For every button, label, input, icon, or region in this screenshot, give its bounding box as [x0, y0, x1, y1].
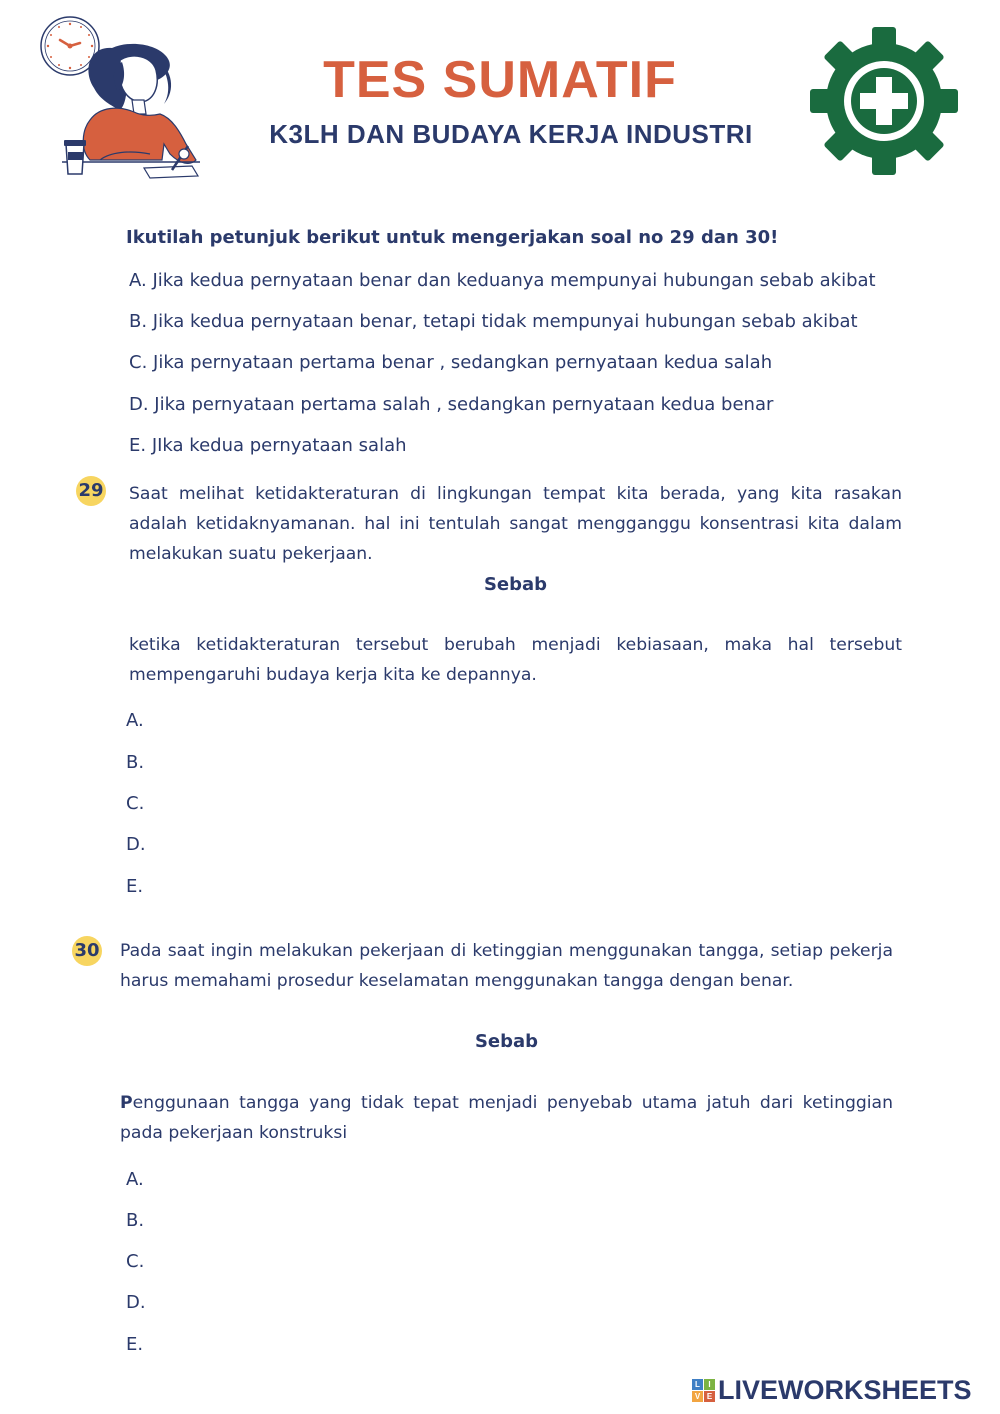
question-29-answer-e[interactable]: E.: [126, 876, 144, 897]
question-30-statement-2-initial: P: [120, 1093, 133, 1113]
question-number-badge: 30: [72, 936, 102, 966]
question-29-connector: Sebab: [483, 574, 548, 595]
question-29-answer-d[interactable]: D.: [126, 834, 146, 855]
live-grid-cell: E: [704, 1391, 715, 1402]
page-subtitle: K3LH DAN BUDAYA KERJA INDUSTRI: [269, 119, 753, 149]
question-30-answer-a[interactable]: A.: [126, 1169, 144, 1190]
question-30-statement-2-text: enggunaan tangga yang tidak tepat menjadi penyebab utama jatuh dari ketinggian pada pekerjaan konstruksi: [120, 1093, 893, 1143]
live-grid-icon: [692, 1379, 715, 1402]
question-30-statement-1: Pada saat ingin melakukan pekerjaan di ketinggian menggunakan tangga, setiap pekerja harus memahami prosedur keselamatan menggunakan tangga dengan benar.: [120, 941, 893, 991]
live-grid-cell: I: [704, 1379, 715, 1390]
instruction-option-e: E. JIka kedua pernyataan salah: [129, 435, 407, 456]
question-29-answer-b[interactable]: B.: [126, 752, 145, 773]
page-title: TES SUMATIF: [323, 51, 677, 109]
question-30-answer-c[interactable]: C.: [126, 1251, 145, 1272]
question-30-answer-b[interactable]: B.: [126, 1210, 145, 1231]
question-number-badge: 29: [76, 476, 106, 506]
question-29-answer-c[interactable]: C.: [126, 793, 145, 814]
instruction-option-b: B. Jika kedua pernyataan benar, tetapi tidak mempunyai hubungan sebab akibat: [129, 311, 858, 332]
liveworksheets-logo-text: LIVEWORKSHEETS: [718, 1375, 972, 1405]
question-29-statement-2: ketika ketidakteraturan tersebut berubah menjadi kebiasaan, maka hal tersebut mempengaruhi budaya kerja kita ke depannya.: [129, 635, 902, 685]
instruction-option-a: A. Jika kedua pernyataan benar dan keduanya mempunyai hubungan sebab akibat: [129, 270, 876, 291]
instruction-option-d: D. Jika pernyataan pertama salah , sedangkan pernyataan kedua benar: [129, 394, 774, 415]
instruction-option-c: C. Jika pernyataan pertama benar , sedangkan pernyataan kedua salah: [129, 352, 773, 373]
question-29-answer-a[interactable]: A.: [126, 710, 144, 731]
liveworksheets-logo[interactable]: [692, 1375, 972, 1406]
live-grid-cell: L: [692, 1379, 703, 1390]
safety-gear-cross-icon: [808, 27, 960, 175]
question-30-answer-d[interactable]: D.: [126, 1292, 146, 1313]
question-29-statement-1: Saat melihat ketidakteraturan di lingkungan tempat kita berada, yang kita rasakan adalah ketidaknyamanan. hal ini tentulah sangat mengganggu konsentrasi kita dalam melakukan suatu pekerjaan.: [129, 484, 902, 564]
question-30-statement-2: [120, 1088, 893, 1148]
live-grid-cell: V: [692, 1391, 703, 1402]
question-30-connector: Sebab: [474, 1031, 539, 1052]
question-30-answer-e[interactable]: E.: [126, 1334, 144, 1355]
instruction-heading: Ikutilah petunjuk berikut untuk mengerjakan soal no 29 dan 30!: [126, 227, 779, 248]
